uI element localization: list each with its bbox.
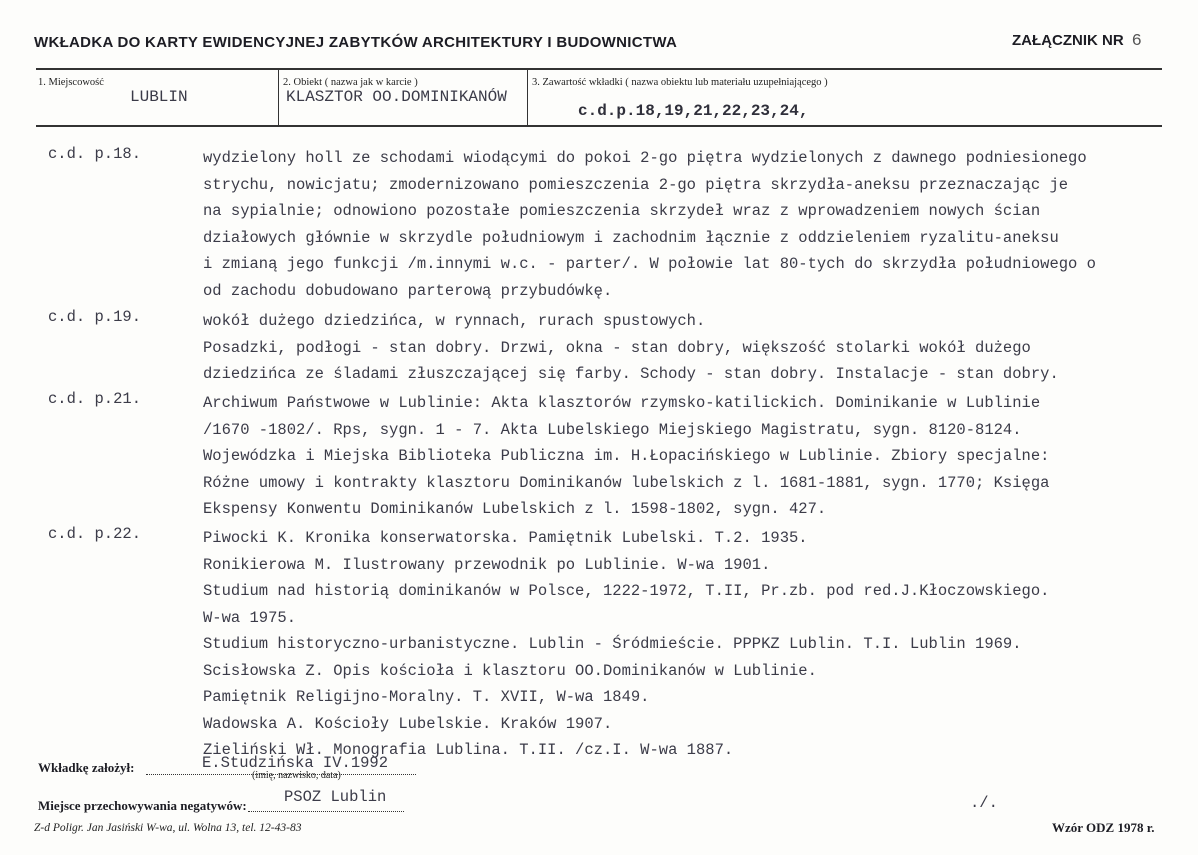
text-line: W-wa 1975. bbox=[203, 608, 297, 627]
text-line: Scisłowska Z. Opis kościoła i klasztoru OO.Dominikanów w Lublinie. bbox=[203, 661, 817, 680]
object-value: KLASZTOR OO.DOMINIKANÓW bbox=[286, 88, 507, 106]
text-line: wokół dużego dziedzińca, w rynnach, rurach spustowych. bbox=[203, 312, 706, 330]
section-text bbox=[203, 525, 1193, 764]
text-line: wydzielony holl ze schodami wiodącymi do pokoi 2-go piętra wydzielonych z dawnego podniesionego bbox=[203, 149, 1087, 167]
storage-label: Miejsce przechowywania negatywów: bbox=[38, 798, 247, 813]
text-line: od zachodu dobudowano parterową przybudówkę. bbox=[203, 281, 613, 300]
text-line: na sypialnie; odnowiono pozostałe pomieszczenia skrzydeł wraz z wprowadzeniem nowych ścian bbox=[203, 202, 1041, 220]
founder-value: E.Studzińska IV.1992 bbox=[202, 754, 389, 772]
section-label: c.d. p.19. bbox=[48, 308, 142, 326]
annex-number: 6 bbox=[1131, 32, 1142, 51]
text-line: Studium historyczno-urbanistyczne. Lublin - Śródmieście. PPPKZ Lublin. T.I. Lublin 1969. bbox=[203, 635, 1022, 653]
field-divider-1 bbox=[278, 70, 279, 125]
section-label: c.d. p.21. bbox=[48, 390, 142, 408]
text-line: Wadowska A. Kościoły Lubelskie. Kraków 1907. bbox=[203, 714, 613, 733]
continuation-mark: ./. bbox=[970, 794, 998, 812]
text-line: i zmianą jego funkcji /m.innymi w.c. - parter/. W połowie lat 80-tych do skrzydła południowego o bbox=[203, 255, 1096, 273]
locality-value: LUBLIN bbox=[130, 88, 188, 106]
top-rule bbox=[36, 68, 1162, 70]
text-line: Ekspensy Konwentu Dominikanów Lubelskich z l. 1598-1802, sygn. 427. bbox=[203, 500, 827, 518]
text-line: Wojewódzka i Miejska Biblioteka Publiczna im. H.Łopacińskiego w Lublinie. Zbiory specjalne: bbox=[203, 447, 1050, 465]
storage-value: PSOZ Lublin bbox=[284, 788, 387, 806]
section-label: c.d. p.18. bbox=[48, 145, 142, 163]
text-line: Piwocki K. Kronika konserwatorska. Pamiętnik Lubelski. T.2. 1935. bbox=[203, 529, 808, 547]
contents-value: c.d.p.18,19,21,22,23,24, bbox=[578, 102, 809, 120]
founder-label: Wkładkę założył: bbox=[38, 760, 135, 775]
bottom-rule bbox=[36, 125, 1162, 127]
section-text bbox=[203, 390, 1193, 523]
text-line: działowych głównie w skrzydle południowym i zachodnim łącznie z oddzieleniem ryzalitu-aneksu bbox=[203, 228, 1059, 247]
text-line: Pamiętnik Religijno-Moralny. T. XVII, W-wa 1849. bbox=[203, 688, 650, 706]
section-label: c.d. p.22. bbox=[48, 525, 142, 543]
contents-label: 3. Zawartość wkładki ( nazwa obiektu lub materiału uzupełniającego ) bbox=[532, 77, 828, 88]
text-line: strychu, nowicjatu; zmodernizowano pomieszczenia 2-go piętra skrzydła-aneksu przeznaczając je bbox=[203, 175, 1069, 194]
text-line: Posadzki, podłogi - stan dobry. Drzwi, okna - stan dobry, większość stolarki wokół dużego bbox=[203, 338, 1031, 357]
form-title: WKŁADKA DO KARTY EWIDENCYJNEJ ZABYTKÓW ARCHITEKTURY I BUDOWNICTWA bbox=[34, 34, 678, 51]
section-text bbox=[203, 308, 1193, 388]
text-line: Zieliński Wł. Monografia Lublina. T.II. /cz.I. W-wa 1887. bbox=[203, 741, 734, 759]
printer-imprint: Z-d Poligr. Jan Jasiński W-wa, ul. Wolna 13, tel. 12-43-83 bbox=[34, 822, 302, 834]
founder-hint: (imię, nazwisko, data) bbox=[252, 770, 341, 781]
annex-label-text: ZAŁĄCZNIK NR bbox=[1012, 32, 1124, 49]
locality-label: 1. Miejscowość bbox=[38, 77, 104, 88]
form-identifier: Wzór ODZ 1978 r. bbox=[1052, 820, 1155, 835]
text-line: Ronikierowa M. Ilustrowany przewodnik po Lublinie. W-wa 1901. bbox=[203, 555, 771, 574]
text-line: Archiwum Państwowe w Lublinie: Akta klasztorów rzymsko-katilickich. Dominikanie w Lublinie bbox=[203, 394, 1041, 412]
text-line: Różne umowy i kontrakty klasztoru Dominikanów lubelskich z l. 1681-1881, sygn. 1770; Księga bbox=[203, 473, 1050, 492]
text-line: Studium nad historią dominikanów w Polsce, 1222-1972, T.II, Pr.zb. pod red.J.Kłoczowskiego. bbox=[203, 582, 1050, 600]
field-divider-2 bbox=[527, 70, 528, 125]
object-label: 2. Obiekt ( nazwa jak w karcie ) bbox=[283, 77, 418, 88]
text-line: dziedzińca ze śladami złuszczającej się farby. Schody - stan dobry. Instalacje - stan dobry. bbox=[203, 365, 1059, 383]
annex-label bbox=[1012, 32, 1142, 51]
section-text bbox=[203, 145, 1193, 304]
text-line: /1670 -1802/. Rps, sygn. 1 - 7. Akta Lubelskiego Miejskiego Magistratu, sygn. 8120-8124. bbox=[203, 420, 1022, 439]
